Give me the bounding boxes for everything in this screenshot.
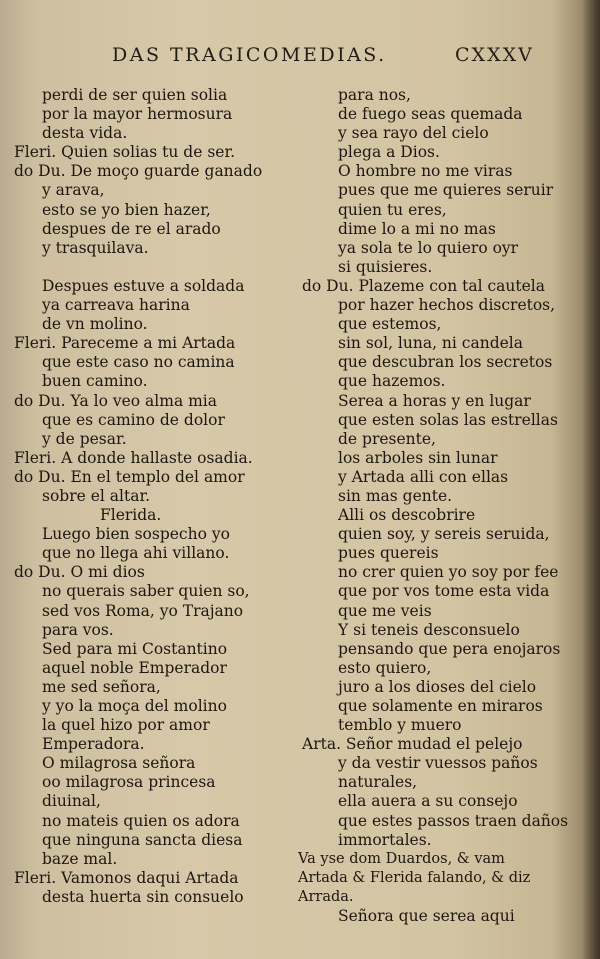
verse-line: oo milagrosa princesa xyxy=(42,773,216,792)
speaker-line: Fleri. Vamonos daqui Artada xyxy=(14,868,239,887)
verse-line: que me veis xyxy=(338,601,432,620)
verse-line: despues de re el arado xyxy=(42,219,221,238)
verse-line: y Artada alli con ellas xyxy=(338,467,509,486)
verse-line: por hazer hechos discretos, xyxy=(338,296,556,315)
verse-line: por la mayor hermosura xyxy=(42,105,233,124)
speaker-line: Fleri. Quien solias tu de ser. xyxy=(14,143,236,162)
verse-line: diuinal, xyxy=(42,792,101,811)
verse-line: pues quereis xyxy=(338,544,439,563)
verse-line: que esten solas las estrellas xyxy=(338,410,558,429)
verse-line: y yo la moça del molino xyxy=(42,697,227,715)
speaker-line: do Du. Plazeme con tal cautela xyxy=(302,276,545,295)
verse-line: que ninguna sancta diesa xyxy=(42,830,243,849)
speaker-line: do Du. O mi dios xyxy=(14,563,145,582)
verse-line: que es camino de dolor xyxy=(42,410,225,429)
verse-line: Despues estuve a soldada xyxy=(42,276,245,295)
verse-line: quien soy, y sereis seruida, xyxy=(338,525,550,544)
verse-line: no querais saber quien so, xyxy=(42,582,250,601)
verse-line: sin sol, luna, ni candela xyxy=(338,334,524,353)
verse-line: para vos. xyxy=(42,620,114,639)
speaker-line: do Du. De moço guarde ganado xyxy=(14,162,263,181)
verse-line: desta vida. xyxy=(42,124,128,143)
right-column xyxy=(298,86,588,926)
verse-line: Y si teneis desconsuelo xyxy=(338,620,520,639)
verse-line: esto se yo bien hazer, xyxy=(42,200,211,219)
verse-line: ella auera a su consejo xyxy=(338,792,518,811)
stage-direction: Va yse dom Duardos, & vam Artada & Flerida falando, & diz Arrada. xyxy=(298,850,531,905)
speaker-line: do Du. Ya lo veo alma mia xyxy=(14,391,218,410)
verse-line: si quisieres. xyxy=(338,257,433,276)
verse-line: que solamente en miraros xyxy=(338,697,543,715)
verse-line: para nos, xyxy=(338,86,411,104)
verse-line: que estemos, xyxy=(338,315,442,334)
verse-line: dime lo a mi no mas xyxy=(338,219,496,238)
verse-line: sobre el altar. xyxy=(42,486,151,505)
verse-line: no crer quien yo soy por fee xyxy=(338,563,559,582)
verse-line: de fuego seas quemada xyxy=(338,105,523,124)
verse-line: no mateis quien os adora xyxy=(42,811,240,830)
verse-line: baze mal. xyxy=(42,849,118,868)
verse-line: Emperadora. xyxy=(42,735,145,754)
verse-line: me sed señora, xyxy=(42,677,161,696)
verse-line: quien tu eres, xyxy=(338,200,447,219)
verse-line: que descubran los secretos xyxy=(338,353,553,372)
verse-line: y arava, xyxy=(42,181,105,200)
running-header xyxy=(0,44,600,74)
verse-line: y sea rayo del cielo xyxy=(338,124,489,143)
verse-line: desta huerta sin consuelo xyxy=(42,887,244,906)
verse-line: juro a los dioses del cielo xyxy=(338,677,537,696)
verse-line: que estes passos traen daños xyxy=(338,811,569,830)
verse-line: perdi de ser quien solia xyxy=(42,86,228,104)
verse-line: pensando que pera enojaros xyxy=(338,639,561,658)
verse-line: immortales. xyxy=(338,830,432,849)
verse-line: los arboles sin lunar xyxy=(338,448,498,467)
verse-line: Serea a horas y en lugar xyxy=(338,391,531,410)
speaker-line: Fleri. Pareceme a mi Artada xyxy=(14,334,236,353)
verse-line: Sed para mi Costantino xyxy=(42,639,228,658)
verse-line: la quel hizo por amor xyxy=(42,716,210,735)
verse-line: Señora que serea aqui xyxy=(338,907,515,926)
verse-line: ya sola te lo quiero oyr xyxy=(338,238,519,257)
verse-line: O milagrosa señora xyxy=(42,754,196,773)
verse-line: de presente, xyxy=(338,429,436,448)
verse-line: sin mas gente. xyxy=(338,486,453,505)
verse-line: que este caso no camina xyxy=(42,353,235,372)
verse-line: temblo y muero xyxy=(338,716,462,735)
verse-line: que por vos tome esta vida xyxy=(338,582,550,601)
verse-line: aquel noble Emperador xyxy=(42,658,227,677)
running-title: DAS TRAGICOMEDIAS. xyxy=(112,44,387,66)
verse-line: naturales, xyxy=(338,773,418,792)
blank-line xyxy=(14,258,306,277)
speaker-line: Arta. Señor mudad el pelejo xyxy=(302,735,523,754)
left-column xyxy=(14,86,306,907)
verse-line: y trasquilava. xyxy=(42,238,149,257)
verse-line: que no llega ahi villano. xyxy=(42,544,230,563)
verse-line: sed vos Roma, yo Trajano xyxy=(42,601,244,620)
verse-line: de vn molino. xyxy=(42,315,148,334)
verse-line: esto quiero, xyxy=(338,658,432,677)
verse-line: y da vestir vuessos paños xyxy=(338,754,538,773)
verse-line: buen camino. xyxy=(42,372,148,391)
verse-line: pues que me quieres seruir xyxy=(338,181,554,200)
speaker-heading: Flerida. xyxy=(100,506,162,525)
verse-line: plega a Dios. xyxy=(338,143,440,162)
verse-line: O hombre no me viras xyxy=(338,162,513,181)
speaker-line: do Du. En el templo del amor xyxy=(14,467,245,486)
verse-line: Luego bien sospecho yo xyxy=(42,525,230,544)
verse-line: que hazemos. xyxy=(338,372,446,391)
verse-line: Alli os descobrire xyxy=(338,506,476,525)
verse-line: y de pesar. xyxy=(42,429,127,448)
folio-number: CXXXV xyxy=(455,44,534,66)
speaker-line: Fleri. A donde hallaste osadia. xyxy=(14,448,253,467)
verse-line: ya carreava harina xyxy=(42,296,190,315)
